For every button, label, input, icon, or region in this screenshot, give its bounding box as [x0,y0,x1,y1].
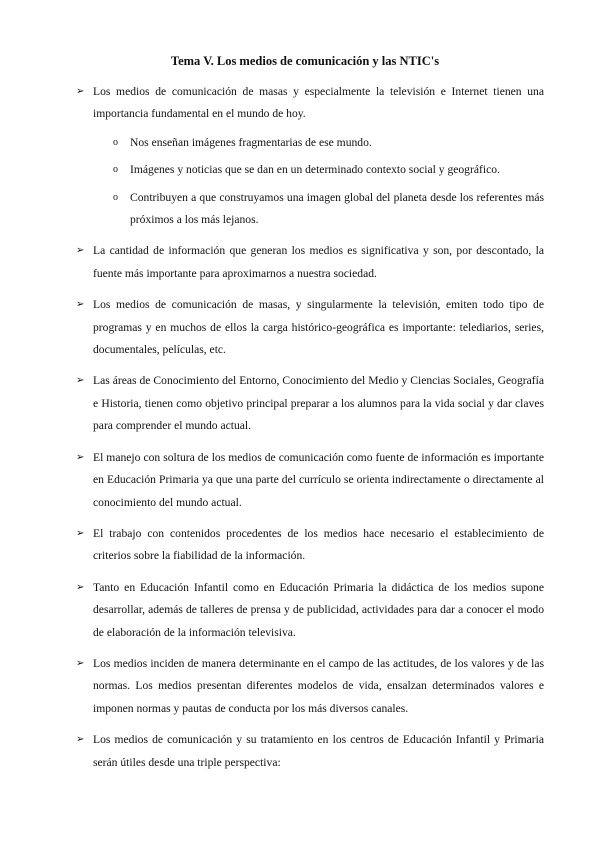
arrow-bullet-icon: ➢ [76,245,85,257]
bullet-item [76,523,544,568]
arrow-bullet-icon: ➢ [76,86,85,97]
circle-bullet-icon: o [113,191,118,203]
sub-bullet-item [93,159,544,181]
bullet-item [76,653,544,720]
bullet-text: Las áreas de Conocimiento del Entorno, Conocimiento del Medio y Ciencias Sociales, Geografía e Historia, tienen como objetivo principal preparar a los alumnos para la vida social y dar claves para comprender el mundo actual. [93,374,544,433]
bullet-text: El manejo con soltura de los medios de comunicación como fuente de información es importante en Educación Primaria ya que una parte del currículo se orienta indirectamente o directamente al conocimiento del mundo actual. [93,450,544,509]
sub-bullet-text: Imágenes y noticias que se dan en un determinado contexto social y geográfico. [130,163,500,177]
arrow-bullet-icon: ➢ [76,527,85,539]
bullet-text: El trabajo con contenidos procedentes de los medios hace necesario el establecimiento de criterios sobre la fiabilidad de la información. [93,526,544,563]
bullet-item [76,294,544,361]
circle-bullet-icon: o [113,136,118,148]
bullet-item [76,81,544,231]
arrow-bullet-icon: ➢ [76,657,85,669]
bullet-item [76,370,544,437]
bullet-item [76,447,544,514]
sub-bullet-list [93,132,544,232]
bullet-item [76,240,544,285]
bullet-text: Tanto en Educación Infantil como en Educación Primaria la didáctica de los medios supone desarrollar, además de talleres de prensa y de publicidad, actividades para dar a conocer el modo de elaboración de la información televisiva. [93,580,544,639]
bullet-text: Los medios de comunicación y su tratamiento en los centros de Educación Infantil y Primaria serán útiles desde una triple perspectiva: [93,733,544,769]
arrow-bullet-icon: ➢ [76,451,85,463]
arrow-bullet-icon: ➢ [76,299,85,311]
sub-bullet-item [93,187,544,232]
bullet-item [76,729,544,774]
bullet-list [76,81,544,783]
sub-bullet-text: Nos enseñan imágenes fragmentarias de ese mundo. [130,135,372,149]
bullet-text: La cantidad de información que generan los medios es significativa y son, por descontado, la fuente más importante para aproximarnos a nuestra sociedad. [93,244,544,280]
bullet-text: Los medios de comunicación de masas, y singularmente la televisión, emiten todo tipo de programas y en muchos de ellos la carga histórico-geográfica es importante: telediarios, series, documentales, películas, etc. [93,298,544,357]
circle-bullet-icon: o [113,164,118,176]
arrow-bullet-icon: ➢ [76,581,85,593]
sub-bullet-text: Contribuyen a que construyamos una imagen global del planeta desde los referentes más próximos a los más lejanos. [130,190,544,227]
bullet-item [76,577,544,644]
document-title: Tema V. Los medios de comunicación y las NTIC's [170,54,440,68]
arrow-bullet-icon: ➢ [76,375,85,387]
arrow-bullet-icon: ➢ [76,734,85,746]
bullet-text: Los medios inciden de manera determinante en el campo de las actitudes, de los valores y de las normas. Los medios presentan diferentes modelos de vida, ensalzan determinados valores e imponen normas y pautas de conducta por los más diversos canales. [93,656,544,715]
sub-bullet-item [93,132,544,154]
bullet-text: Los medios de comunicación de masas y especialmente la televisión e Internet tienen una importancia fundamental en el mundo de hoy. [93,85,544,121]
